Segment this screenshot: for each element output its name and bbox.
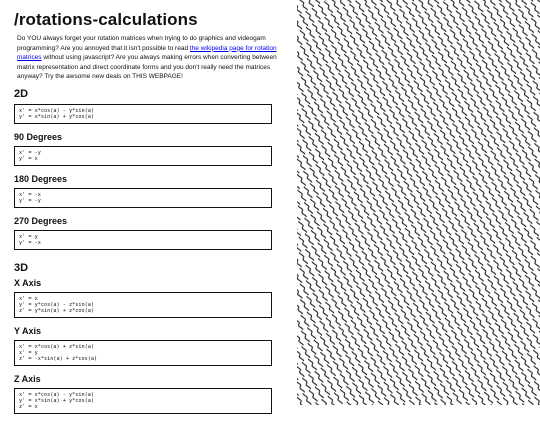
heading-3d: 3D — [14, 261, 29, 274]
wikipedia-link[interactable]: the wikipedia page for rotation matrices — [17, 44, 277, 62]
code-2d-general: x' = x*cos(a) - y*sin(a) y' = x*sin(a) + y*cos(a) — [14, 104, 272, 124]
intro-paragraph — [17, 34, 279, 82]
code-180-degrees: x' = -x y' = -y — [14, 188, 272, 208]
code-x-axis: x' = x y' = y*cos(a) - z*sin(a) z' = y*sin(a) + z*cos(a) — [14, 292, 272, 318]
heading-2d: 2D — [14, 87, 29, 100]
intro-text-before: Do YOU always forget your rotation matrices when trying to do graphics and videogam programming? Are you annoyed that it isn't possible to read — [17, 35, 266, 52]
code-90-degrees: x' = -y y' = x — [14, 146, 272, 166]
intro-text-after: without using javascript? Are you always making errors when converting between matrix representation and direct coordinate forms and you don't really need the matrices anyway? Try the awsome new deals on THIS WEBPAGE! — [17, 54, 277, 81]
code-y-axis: x' = x*cos(a) + z*sin(a) x' = y z' = -x*sin(a) + z*cos(a) — [14, 340, 272, 366]
code-270-degrees: x' = y y' = -x — [14, 230, 272, 250]
heading-90-degrees: 90 Degrees — [14, 131, 63, 142]
decorative-wave-pattern — [297, 0, 540, 405]
heading-180-degrees: 180 Degrees — [14, 173, 68, 184]
code-z-axis: x' = x*cos(a) - y*sin(a) y' = x*sin(a) + y*cos(a) z' = x — [14, 388, 272, 414]
heading-270-degrees: 270 Degrees — [14, 215, 68, 226]
page-title: /rotations-calculations — [14, 10, 198, 29]
heading-z-axis: Z Axis — [14, 373, 41, 384]
main-content — [14, 10, 284, 422]
heading-y-axis: Y Axis — [14, 325, 42, 336]
heading-x-axis: X Axis — [14, 277, 42, 288]
